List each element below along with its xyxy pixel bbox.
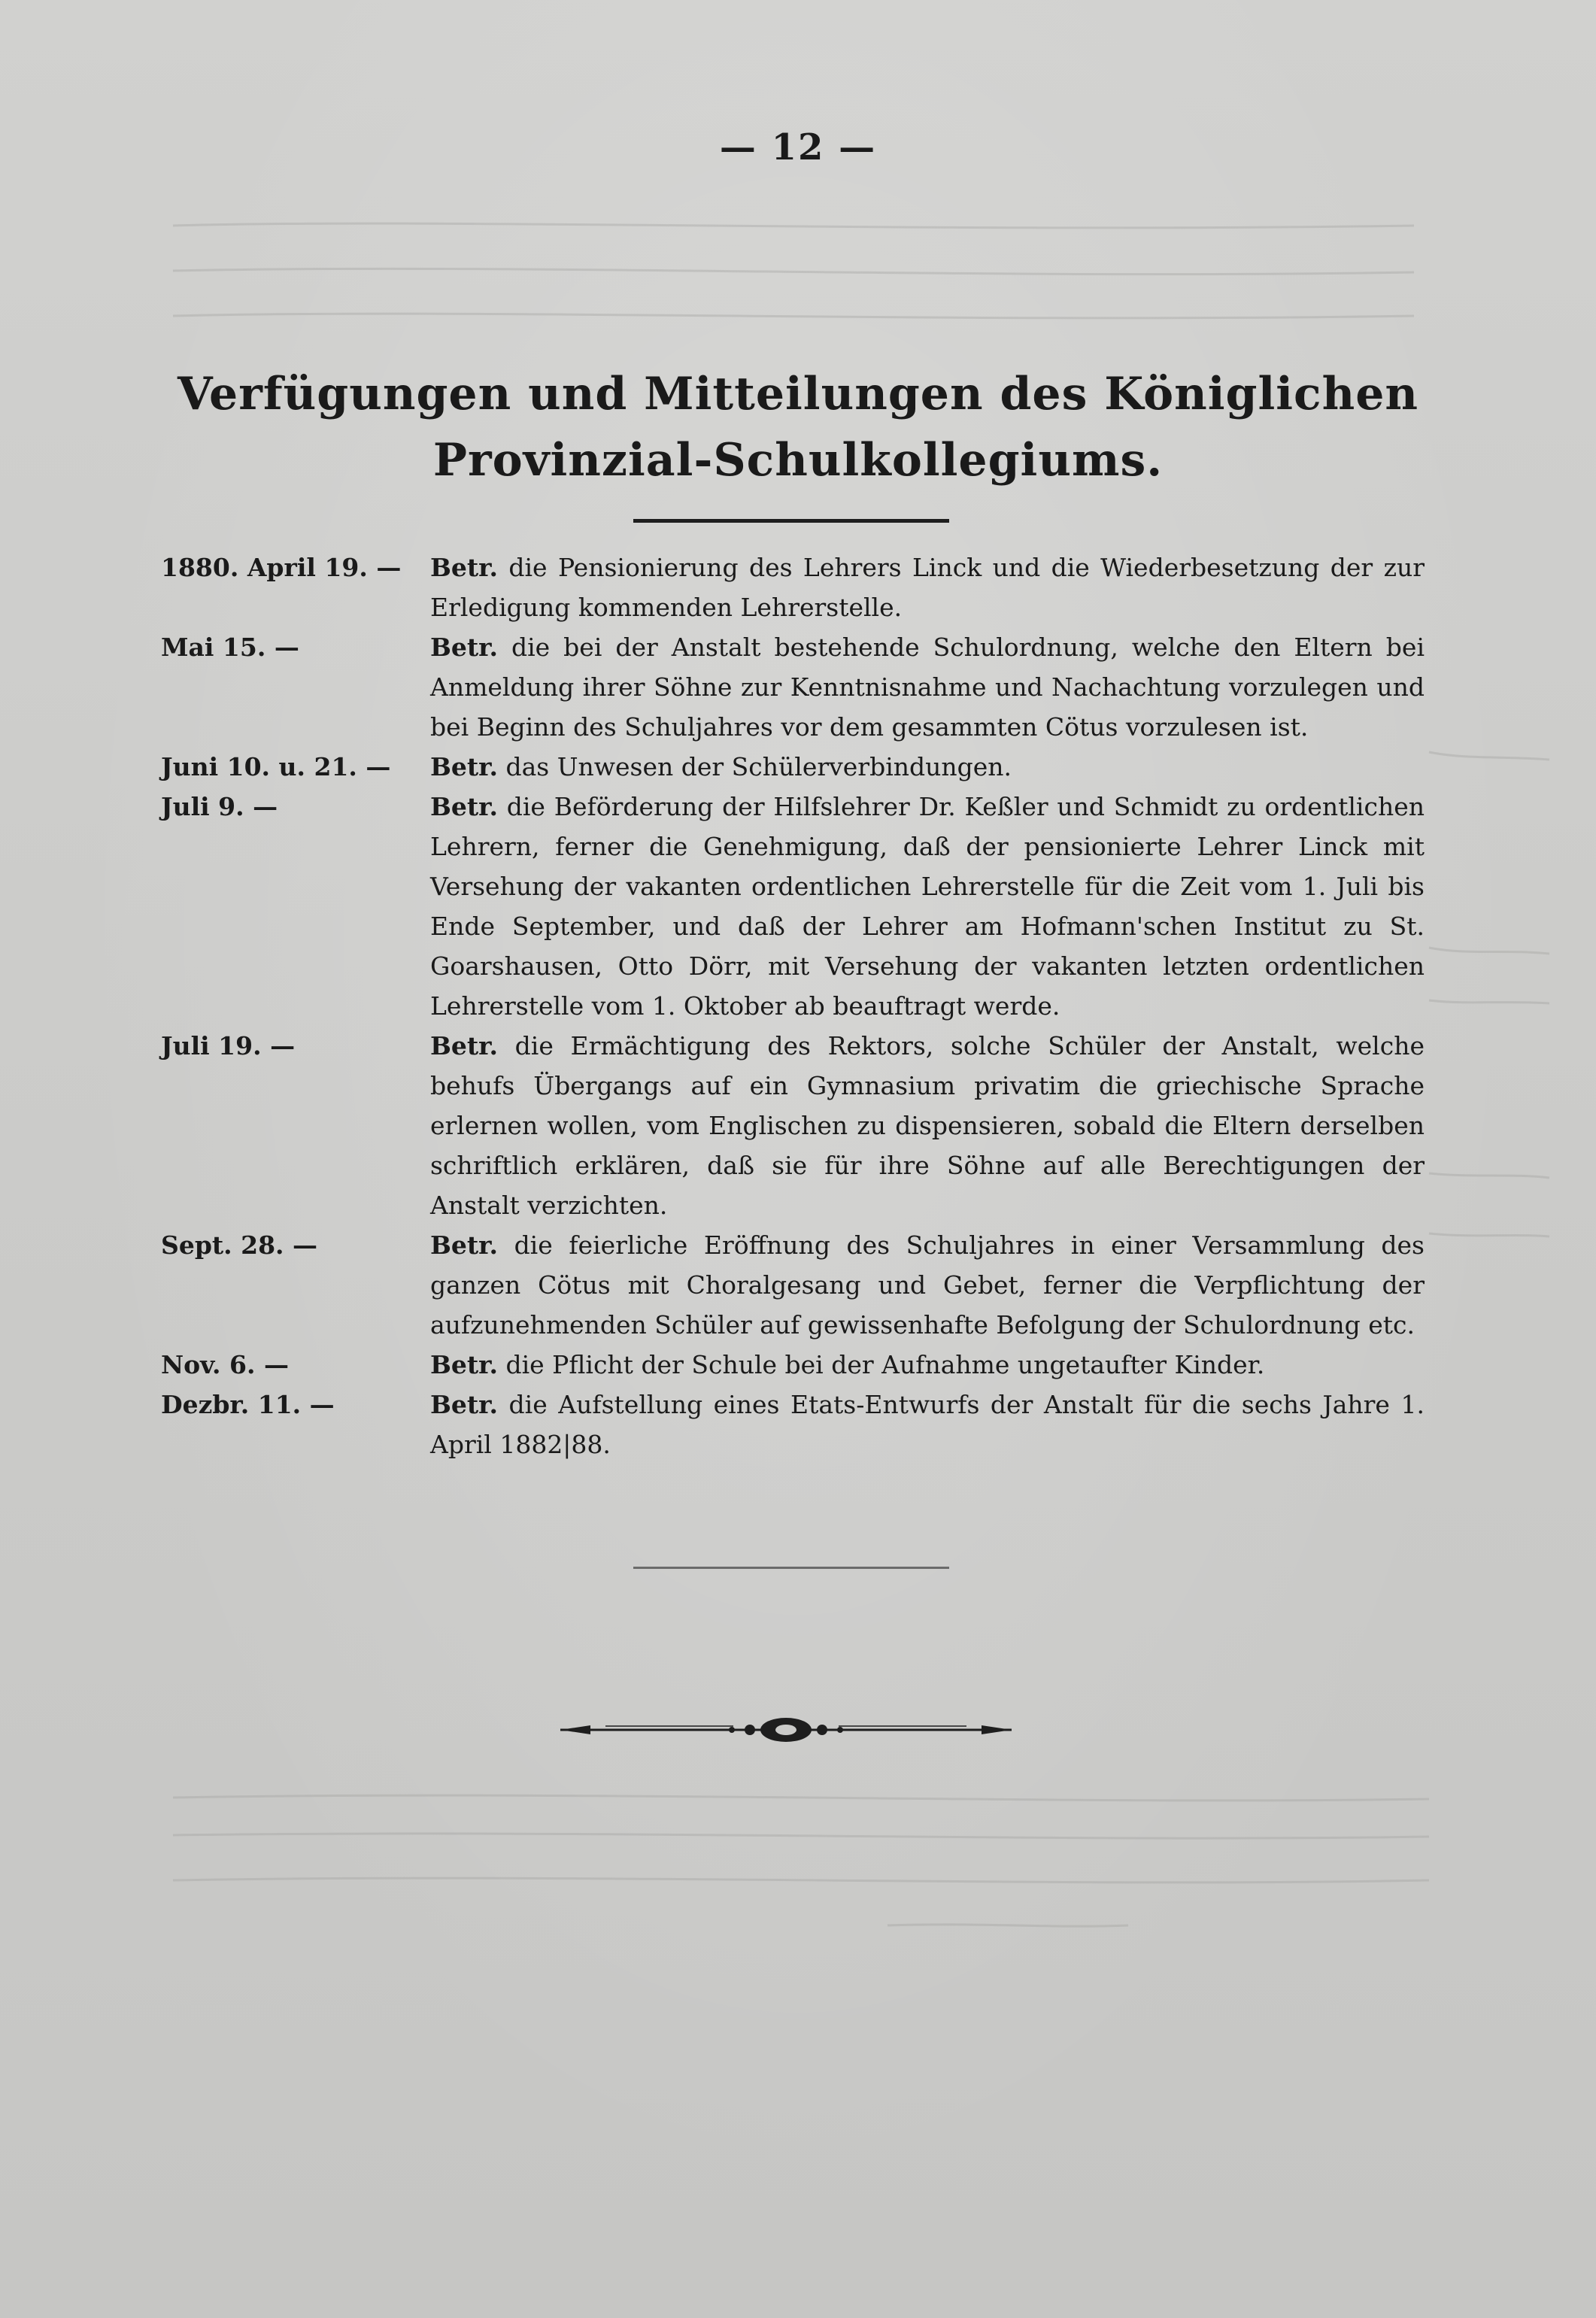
decree-entry bbox=[161, 1385, 1425, 1464]
decree-body: die Pflicht der Schule bei der Aufnahme ungetaufter Kinder. bbox=[505, 1350, 1265, 1379]
decree-text bbox=[430, 627, 1425, 747]
decree-text bbox=[430, 787, 1425, 1026]
decree-betr-label: Betr. bbox=[430, 1230, 498, 1260]
decree-betr-label: Betr. bbox=[430, 792, 498, 821]
decree-entry bbox=[161, 1345, 1425, 1385]
decree-betr-label: Betr. bbox=[430, 633, 498, 662]
decree-text bbox=[430, 548, 1425, 627]
decree-entry bbox=[161, 548, 1425, 627]
decree-date: Juli 19. — bbox=[161, 1031, 296, 1060]
decree-text bbox=[430, 1385, 1425, 1464]
decree-body: die feierliche Eröffnung des Schuljahres in einer Versammlung des ganzen Cötus mit Choralgesang und Gebet, ferner die Verpflichtung der aufzunehmenden Schüler auf gewissenhafte Befolgung der Schulordnung etc. bbox=[430, 1230, 1425, 1340]
title-divider bbox=[633, 519, 949, 523]
decree-body: das Unwesen der Schülerverbindungen. bbox=[505, 752, 1012, 781]
decree-date: Sept. 28. — bbox=[161, 1230, 318, 1260]
decree-body: die Aufstellung eines Etats-Entwurfs der Anstalt für die sechs Jahre 1. April 1882|88. bbox=[430, 1390, 1425, 1459]
decree-betr-label: Betr. bbox=[430, 1390, 498, 1419]
decree-body: die Pensionierung des Lehrers Linck und die Wiederbesetzung der zur Erledigung kommenden Lehrerstelle. bbox=[430, 553, 1425, 622]
decorative-ornament-icon bbox=[545, 1715, 1027, 1745]
decree-entry bbox=[161, 1026, 1425, 1225]
page-title bbox=[150, 361, 1446, 493]
decree-date: Nov. 6. — bbox=[161, 1350, 289, 1379]
title-line-2: Provinzial-Schulkollegiums. bbox=[432, 434, 1164, 487]
decree-entry bbox=[161, 627, 1425, 747]
decree-date: Dezbr. 11. — bbox=[161, 1390, 335, 1419]
decree-entry bbox=[161, 747, 1425, 787]
page-number: — 12 — bbox=[719, 126, 877, 168]
decree-date: 1880. April 19. — bbox=[161, 553, 402, 582]
decree-date: Mai 15. — bbox=[161, 633, 299, 662]
decree-betr-label: Betr. bbox=[430, 1350, 498, 1379]
decree-text bbox=[430, 747, 1425, 787]
decree-body: die Ermächtigung des Rektors, solche Schüler der Anstalt, welche behufs Übergangs auf ein Gymnasium privatim die griechische Sprache erlernen wollen, vom Englischen zu dispensieren, sobald die Eltern derselben schriftlich erklären, daß sie für ihre Söhne auf alle Berechtigungen der Anstalt verzichten. bbox=[430, 1031, 1425, 1220]
decree-date: Juli 9. — bbox=[161, 792, 278, 821]
decree-text bbox=[430, 1225, 1425, 1345]
title-line-1: Verfügungen und Mitteilungen des Königlichen bbox=[177, 368, 1419, 420]
decree-text bbox=[430, 1026, 1425, 1225]
decree-betr-label: Betr. bbox=[430, 1031, 498, 1060]
decree-date: Juni 10. u. 21. — bbox=[161, 752, 391, 781]
decree-betr-label: Betr. bbox=[430, 752, 498, 781]
section-end-divider bbox=[633, 1567, 949, 1569]
decree-entry bbox=[161, 1225, 1425, 1345]
decree-text bbox=[430, 1345, 1425, 1385]
decree-body: die Beförderung der Hilfslehrer Dr. Keßler und Schmidt zu ordentlichen Lehrern, ferner die Genehmigung, daß der pensionierte Lehrer Linck mit Versehung der vakanten ordentlichen Lehrerstelle für die Zeit vom 1. Juli bis Ende September, und daß der Lehrer am Hofmann'schen Institut zu St. Goarshausen, Otto Dörr, mit Versehung der vakanten letzten ordentlichen Lehrerstelle vom 1. Oktober ab beauftragt werde. bbox=[430, 792, 1425, 1021]
decree-betr-label: Betr. bbox=[430, 553, 498, 582]
decree-body: die bei der Anstalt bestehende Schulordnung, welche den Eltern bei Anmeldung ihrer Söhne zur Kenntnisnahme und Nachachtung vorzulegen und bei Beginn des Schuljahres vor dem gesammten Cötus vorzulesen ist. bbox=[430, 633, 1425, 742]
decree-list bbox=[161, 548, 1425, 1464]
decree-entry bbox=[161, 787, 1425, 1026]
